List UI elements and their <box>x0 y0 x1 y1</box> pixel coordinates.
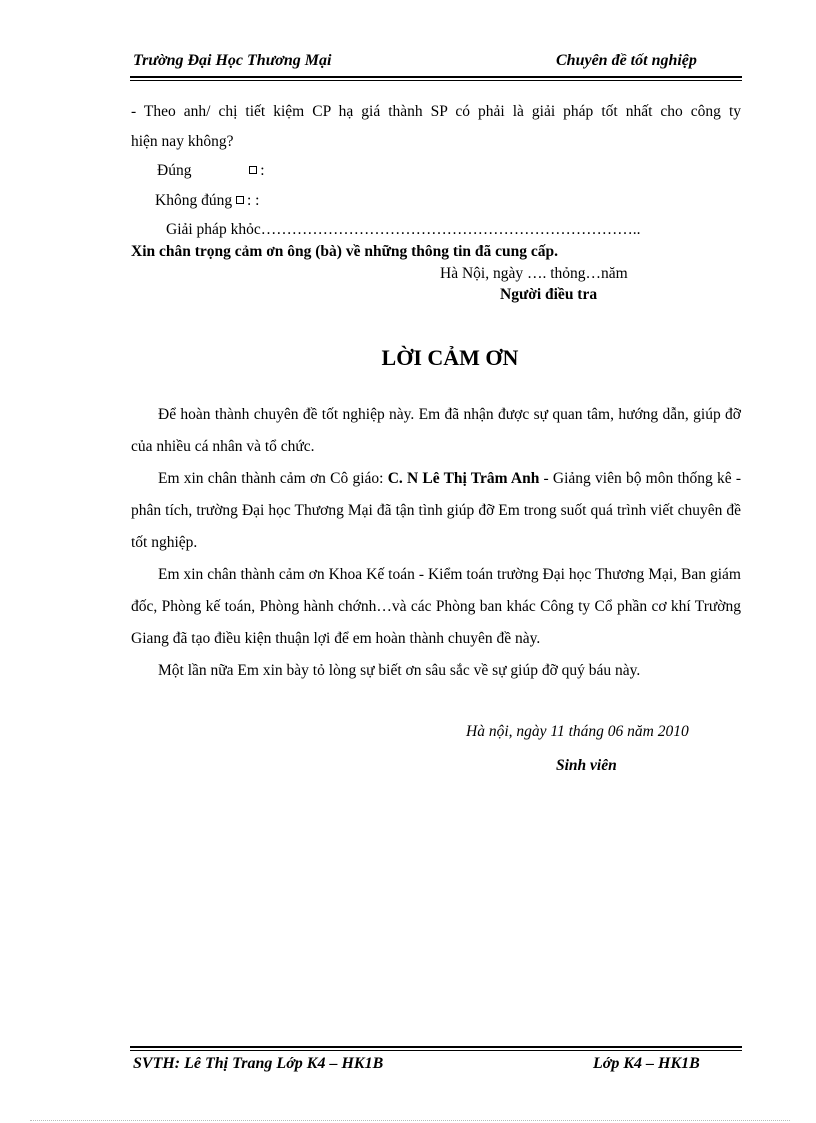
footer-class: Lớp K4 – HK1B <box>593 1055 700 1072</box>
ack-date: Hà nội, ngày 11 tháng 06 năm 2010 <box>466 723 689 740</box>
header-rule <box>130 76 742 78</box>
survey-thanks: Xin chân trọng cảm ơn ông (bà) về những thông tin đã cung cấp. <box>131 243 558 260</box>
page-edge <box>30 1120 790 1121</box>
ack-paragraph-2 <box>131 463 741 559</box>
header-rule-thin <box>130 80 742 81</box>
teacher-name: C. N Lê Thị Trâm Anh <box>387 470 540 487</box>
ack-p2-before: Em xin chân thành cảm ơn Cô giáo: <box>158 470 388 487</box>
footer-student: SVTH: Lê Thị Trang Lớp K4 – HK1B <box>133 1055 384 1072</box>
footer-rule-thin <box>130 1050 742 1051</box>
option-no-suffix: : : <box>246 192 260 209</box>
option-other: Giải pháp khỏc……………………………………………………………….. <box>166 221 641 238</box>
ack-paragraph-4: Một lần nữa Em xin bày tỏ lòng sự biết ơn sâu sắc về sự giúp đỡ quý báu này. <box>158 662 641 679</box>
ack-p2-after: - Giảng viên bộ môn thống kê - phân tích, trường Đại học Thương Mại đã tận tình giúp đỡ Em trong suốt quá trình viết chuyên đề tốt nghiệp. <box>131 470 741 551</box>
ack-paragraph-1: Để hoàn thành chuyên đề tốt nghiệp này. Em đã nhận được sự quan tâm, hướng dẫn, giúp đỡ của nhiều cá nhân và tổ chức. <box>131 406 741 455</box>
footer-rule <box>130 1046 742 1048</box>
option-yes-label: Đúng <box>157 162 192 179</box>
option-no-label: Không đúng <box>155 192 233 209</box>
survey-question-line1: - Theo anh/ chị tiết kiệm CP hạ giá thành SP có phải là giải pháp tốt nhất cho công ty <box>131 103 741 120</box>
option-yes-suffix: : <box>260 162 265 179</box>
ack-paragraph-3: Em xin chân thành cảm ơn Khoa Kế toán - Kiểm toán trường Đại học Thương Mại, Ban giám đốc, Phòng kế toán, Phòng hành chớnh…và các Phòng ban khác Công ty Cổ phần cơ khí Trường Giang đã tạo điều kiện thuận lợi để em hoàn thành chuyên đề này. <box>131 566 741 647</box>
option-yes <box>157 162 265 180</box>
ack-signer: Sinh viên <box>556 757 617 774</box>
option-no-checkbox[interactable] <box>236 196 244 204</box>
option-yes-checkbox[interactable] <box>249 166 257 174</box>
page-title: LỜI CẢM ƠN <box>381 345 519 370</box>
option-no <box>155 192 259 210</box>
survey-place-date: Hà Nội, ngày …. thỏng…năm <box>440 265 628 282</box>
header-school: Trường Đại Học Thương Mại <box>133 52 332 69</box>
header-topic: Chuyên đề tốt nghiệp <box>556 52 697 69</box>
survey-interviewer: Người điều tra <box>500 286 598 303</box>
acknowledgement-body <box>131 399 741 687</box>
survey-question-line2: hiện nay không? <box>131 133 234 150</box>
